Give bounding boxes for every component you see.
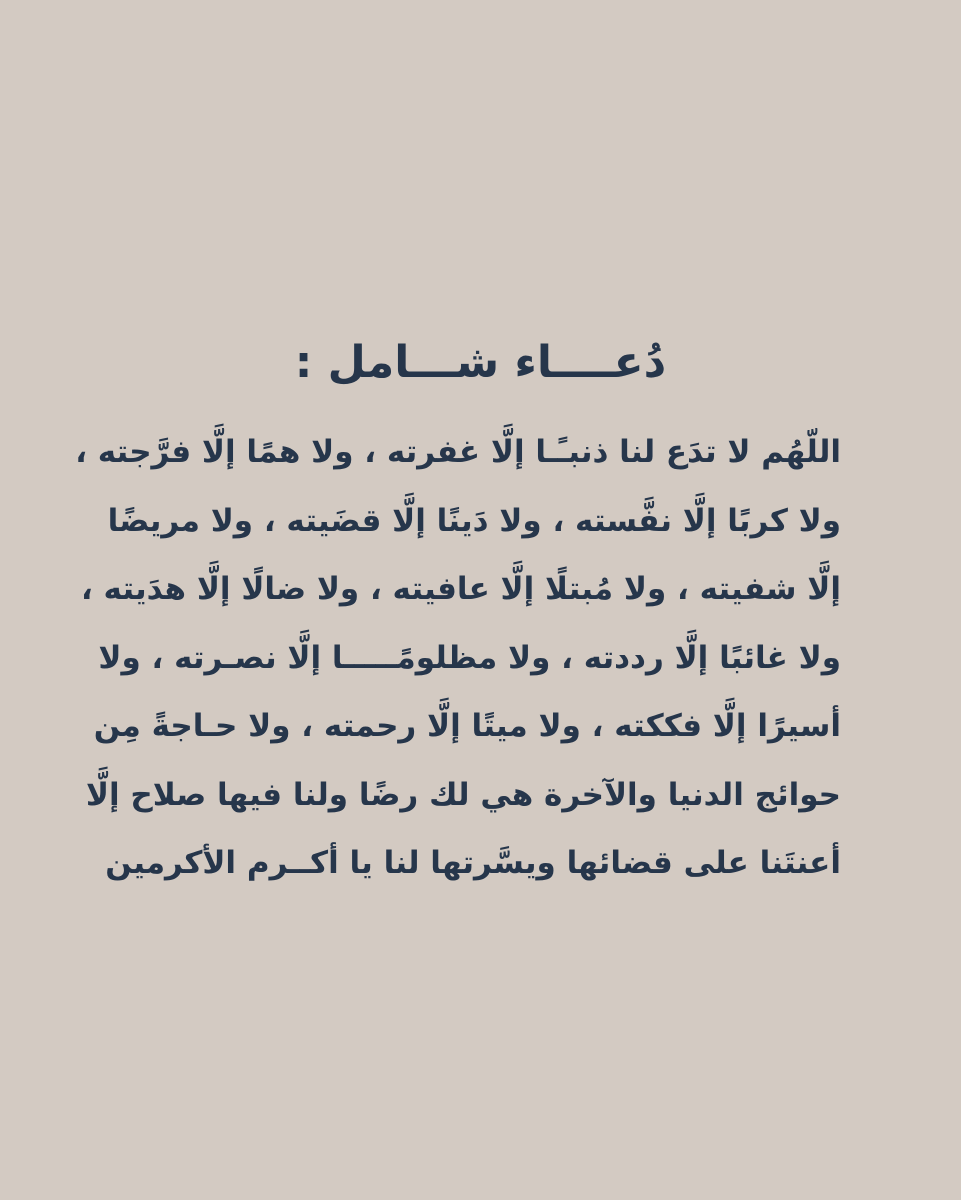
dua-line-5: أسيرًا إلَّا فككته ، ولا ميتًا إلَّا رحمته ، ولا حـاجةً مِن [93, 708, 841, 744]
dua-line-6: حوائج الدنيا والآخرة هي لك رضًا ولنا فيها صلاح إلَّا [85, 776, 841, 813]
dua-line-1: اللّهُم لا تدَع لنا ذنبـًـا إلَّا غفرته ، ولا همًا إلَّا فرَّجته ، [75, 434, 841, 470]
dua-line-2: ولا كربًا إلَّا نفَّسته ، ولا دَينًا إلَّا قضَيته ، ولا مريضًا [107, 502, 841, 539]
dua-text [75, 418, 841, 898]
dua-title: دُعــــاء شـــامل : [294, 337, 667, 389]
dua-line-4: ولا غائبًا إلَّا رددته ، ولا مظلومًـــــا إلَّا نصـرته ، ولا [98, 639, 841, 676]
dua-line-3: إلَّا شفيته ، ولا مُبتلًا إلَّا عافيته ، ولا ضالًا إلَّا هدَيته ، [80, 571, 841, 607]
dua-line-7: أعنتَنا على قضائها ويسَّرتها لنا يا أكــرم الأكرمين [105, 845, 841, 881]
